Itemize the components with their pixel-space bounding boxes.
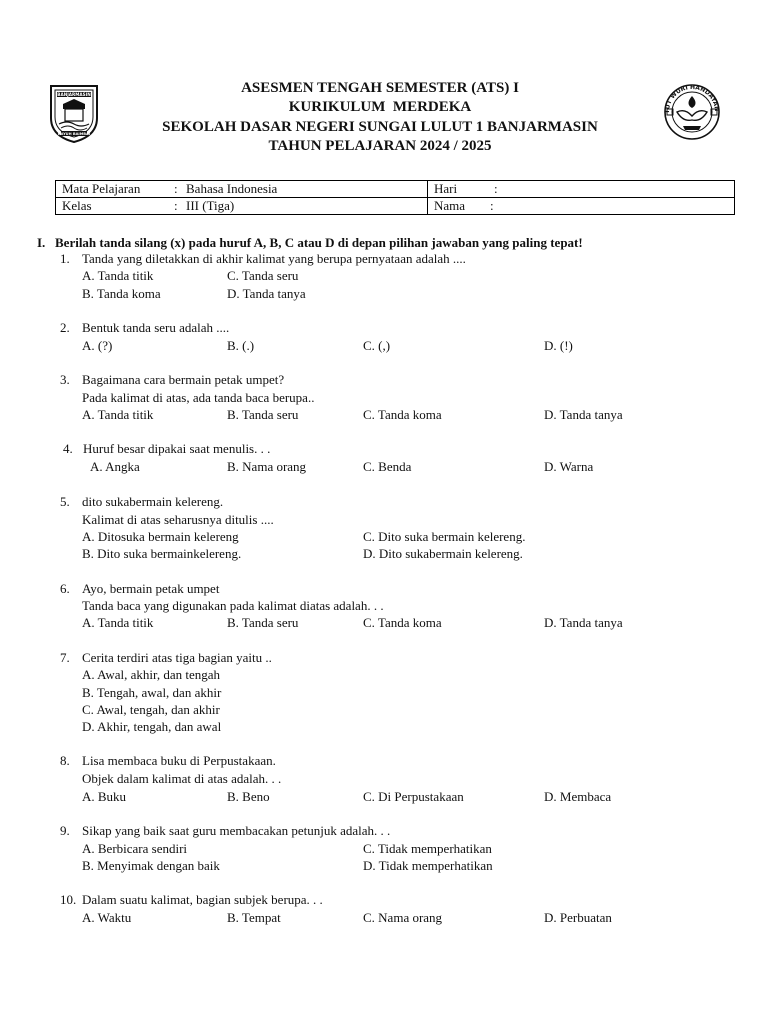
header-school: SEKOLAH DASAR NEGERI SUNGAI LULUT 1 BANJARMASIN [162,118,598,135]
cell-kelas [56,198,428,215]
option-a[interactable]: A. Berbicara sendiri [82,841,188,856]
question-text: Bentuk tanda seru adalah .... [82,320,230,335]
identity-table [55,180,735,215]
option-c[interactable]: C. Benda [363,459,412,474]
question-text-line-2: Pada kalimat di atas, ada tanda baca berupa.. [82,390,315,405]
option-b[interactable]: B. Tanda koma [82,286,161,301]
question-text-line-2: Kalimat di atas seharusnya ditulis .... [82,512,274,527]
question-number: 8. [60,753,70,768]
option-b[interactable]: B. Tanda seru [227,407,299,422]
header-year: TAHUN PELAJARAN 2024 / 2025 [268,137,492,154]
label-mata-pelajaran: Mata Pelajaran [62,181,141,196]
question-number: 6. [60,581,70,596]
option-a[interactable]: A. Tanda titik [82,615,154,630]
option-b[interactable]: B. (.) [227,338,255,353]
section-number: I. [37,235,46,250]
option-c[interactable]: C. Nama orang [363,910,443,925]
option-d[interactable]: D. Perbuatan [544,910,612,925]
option-d[interactable]: D. Membaca [544,789,612,804]
option-d[interactable]: D. Warna [544,459,594,474]
option-d[interactable]: D. Tidak memperhatikan [363,858,493,873]
option-b[interactable]: B. Menyimak dengan baik [82,858,220,873]
question-text-line-2: Tanda baca yang digunakan pada kalimat diatas adalah. . . [82,598,384,613]
question-number: 3. [60,372,70,387]
label-kelas: Kelas [62,198,92,213]
option-d[interactable]: D. Dito sukabermain kelereng. [363,546,523,561]
logo-left-text-bottom: KAYUH BAIMBAI [57,132,91,136]
header-title: ASESMEN TENGAH SEMESTER (ATS) I [241,80,519,96]
option-a[interactable]: A. Awal, akhir, dan tengah [82,667,220,682]
colon: : [174,181,178,196]
colon: : [174,198,178,213]
option-a[interactable]: A. Ditosuka bermain kelereng [82,529,239,544]
exam-header [110,79,650,156]
question-number: 2. [60,320,70,335]
question-text: Lisa membaca buku di Perpustakaan. [82,753,276,768]
question-text: Bagaimana cara bermain petak umpet? [82,372,285,387]
logo-left-text-top: BANJARMASIN [57,92,91,97]
option-b[interactable]: B. Tengah, awal, dan akhir [82,685,222,700]
cell-mata-pelajaran [56,181,428,198]
option-b[interactable]: B. Tempat [227,910,281,925]
question-number: 10. [60,892,77,907]
option-c[interactable]: C. (,) [363,338,391,353]
option-b[interactable]: B. Nama orang [227,459,307,474]
option-a[interactable]: A. Tanda titik [82,407,154,422]
question-number: 1. [60,251,70,266]
label-hari: Hari [434,181,458,196]
logo-tut-wuri-handayani [655,82,729,142]
option-d[interactable]: D. Akhir, tengah, dan awal [82,719,222,734]
question-text: Sikap yang baik saat guru membacakan petunjuk adalah. . . [82,823,391,838]
label-nama: Nama [434,198,466,213]
option-b[interactable]: B. Beno [227,789,270,804]
option-d[interactable]: D. Tanda tanya [544,615,623,630]
option-a[interactable]: A. (?) [82,338,113,353]
option-a[interactable]: A. Angka [90,459,140,474]
logo-right-text: TUT WURI HANDAYAN [663,83,721,114]
header-curriculum: KURIKULUM MERDEKA [288,99,472,116]
question-number: 9. [60,823,70,838]
option-a[interactable]: A. Buku [82,789,127,804]
option-a[interactable]: A. Tanda titik [82,268,154,283]
option-d[interactable]: D. Tanda tanya [544,407,623,422]
question-number: 4. [63,441,73,456]
question-text: Tanda yang diletakkan di akhir kalimat yang berupa pernyataan adalah .... [82,251,466,266]
option-b[interactable]: B. Tanda seru [227,615,299,630]
question-number: 5. [60,494,70,509]
option-c[interactable]: C. Awal, tengah, dan akhir [82,702,220,717]
question-text: Dalam suatu kalimat, bagian subjek berupa. . . [82,892,323,907]
option-c[interactable]: C. Tanda seru [227,268,299,283]
section-instruction-text: Berilah tanda silang (x) pada huruf A, B, C atau D di depan pilihan jawaban yang paling tepat! [55,235,583,250]
option-c[interactable]: C. Dito suka bermain kelereng. [363,529,526,544]
option-b[interactable]: B. Dito suka bermainkelereng. [82,546,242,561]
value-kelas: III (Tiga) [186,198,235,213]
question-number: 7. [60,650,70,665]
logo-kota-banjarmasin [47,82,101,144]
option-c[interactable]: C. Tanda koma [363,615,442,630]
question-text: Cerita terdiri atas tiga bagian yaitu .. [82,650,272,665]
value-mata-pelajaran: Bahasa Indonesia [186,181,278,196]
option-c[interactable]: C. Tanda koma [363,407,442,422]
question-text: Ayo, bermain petak umpet [82,581,220,596]
option-d[interactable]: D. (!) [544,338,573,353]
cell-hari[interactable] [428,181,735,198]
option-c[interactable]: C. Tidak memperhatikan [363,841,492,856]
colon: : [490,198,494,213]
option-c[interactable]: C. Di Perpustakaan [363,789,464,804]
option-a[interactable]: A. Waktu [82,910,132,925]
cell-nama[interactable] [428,198,735,215]
colon: : [494,181,498,196]
option-d[interactable]: D. Tanda tanya [227,286,306,301]
question-text: Huruf besar dipakai saat menulis. . . [83,441,271,456]
question-text-line-2: Objek dalam kalimat di atas adalah. . . [82,771,282,786]
question-text: dito sukabermain kelereng. [82,494,224,509]
